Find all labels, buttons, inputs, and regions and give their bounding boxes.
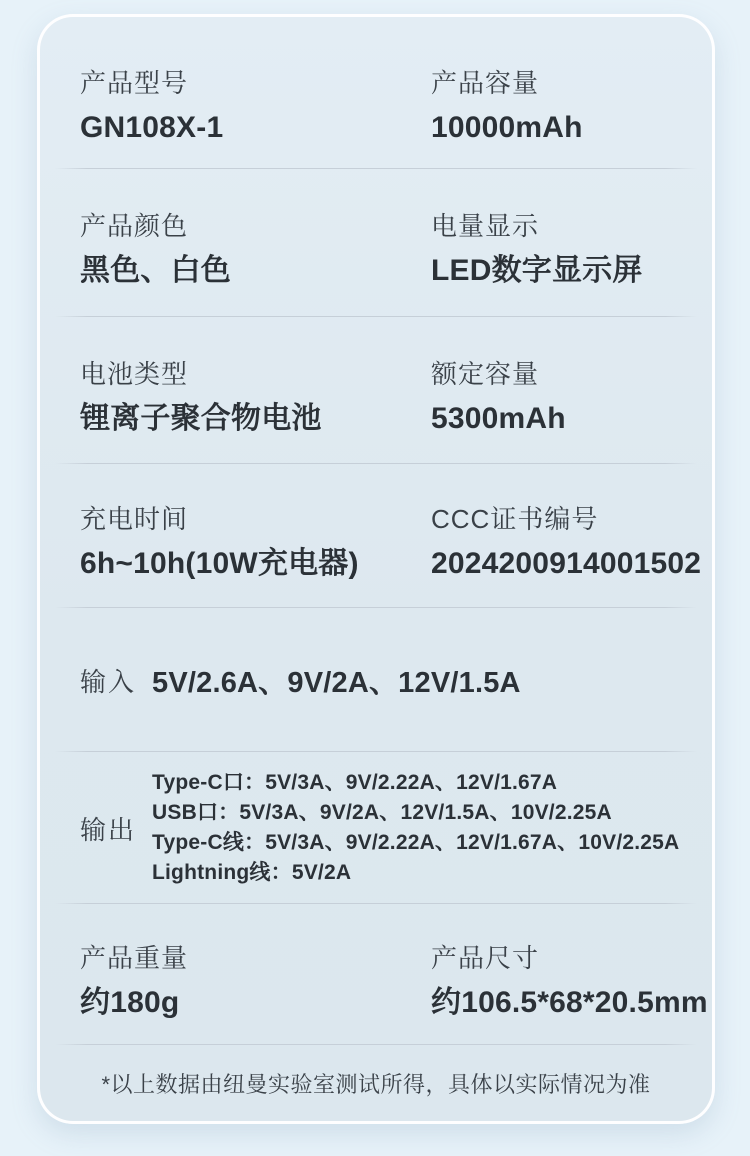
rated-capacity-value: 5300mAh: [431, 401, 566, 435]
capacity-label: 产品容量: [431, 68, 540, 98]
weight-label: 产品重量: [80, 942, 189, 973]
battery-type-value: 锂离子聚合物电池: [80, 401, 322, 435]
size-label: 产品尺寸: [431, 942, 540, 973]
display-label: 电量显示: [431, 211, 540, 241]
spec-cell-weight: [80, 942, 431, 1019]
spec-cell-battery-type: [80, 358, 431, 435]
rated-capacity-label: 额定容量: [431, 358, 540, 389]
spec-cell-ccc-cert: [431, 506, 712, 580]
spec-row-input: [40, 608, 712, 752]
spec-cell-charge-time: [80, 506, 431, 580]
ccc-cert-label: CCC证书编号: [431, 504, 599, 534]
spec-cell-rated-capacity: [431, 358, 712, 435]
output-line-lightning-cable: Lightning线：5V/2A: [152, 861, 352, 884]
charge-time-label: 充电时间: [80, 504, 189, 534]
spec-row-color-display: [40, 169, 712, 317]
display-value: LED数字显示屏: [431, 254, 643, 287]
input-label: 输入: [80, 666, 137, 697]
spec-row-output: [40, 752, 712, 904]
output-lines: [152, 768, 679, 888]
spec-cell-display: [431, 213, 712, 287]
spec-cell-model: [80, 70, 431, 144]
capacity-value: 10000mAh: [431, 111, 583, 144]
footnote-text: *以上数据由纽曼实验室测试所得，具体以实际情况为准: [101, 1071, 651, 1097]
color-label: 产品颜色: [80, 211, 189, 241]
spec-cell-color: [80, 213, 431, 287]
model-value: GN108X-1: [80, 111, 224, 144]
spec-row-model-capacity: [40, 17, 712, 169]
output-line-usb-port: USB口：5V/3A、9V/2A、12V/1.5A、10V/2.25A: [152, 801, 612, 824]
ccc-cert-value: 2024200914001502: [431, 547, 702, 580]
model-label: 产品型号: [80, 68, 189, 98]
product-spec-card: [37, 14, 715, 1124]
input-value: 5V/2.6A、9V/2A、12V/1.5A: [152, 666, 521, 699]
spec-row-battery-rated: [40, 317, 712, 464]
weight-value: 约180g: [80, 985, 180, 1019]
output-line-typec-cable: Type-C线：5V/3A、9V/2.22A、12V/1.67A、10V/2.25A: [152, 831, 680, 854]
spec-cell-size: [431, 942, 712, 1019]
spec-cell-capacity: [431, 70, 712, 144]
spec-row-charge-ccc: [40, 464, 712, 608]
output-label: 输出: [80, 814, 137, 845]
color-value: 黑色、白色: [80, 254, 231, 287]
battery-type-label: 电池类型: [80, 358, 189, 389]
output-line-typec-port: Type-C口：5V/3A、9V/2.22A、12V/1.67A: [152, 771, 558, 794]
spec-row-weight-size: [40, 904, 712, 1045]
size-value: 约106.5*68*20.5mm: [431, 985, 708, 1019]
charge-time-value: 6h~10h(10W充电器): [80, 547, 359, 580]
footnote-row: [40, 1045, 712, 1121]
